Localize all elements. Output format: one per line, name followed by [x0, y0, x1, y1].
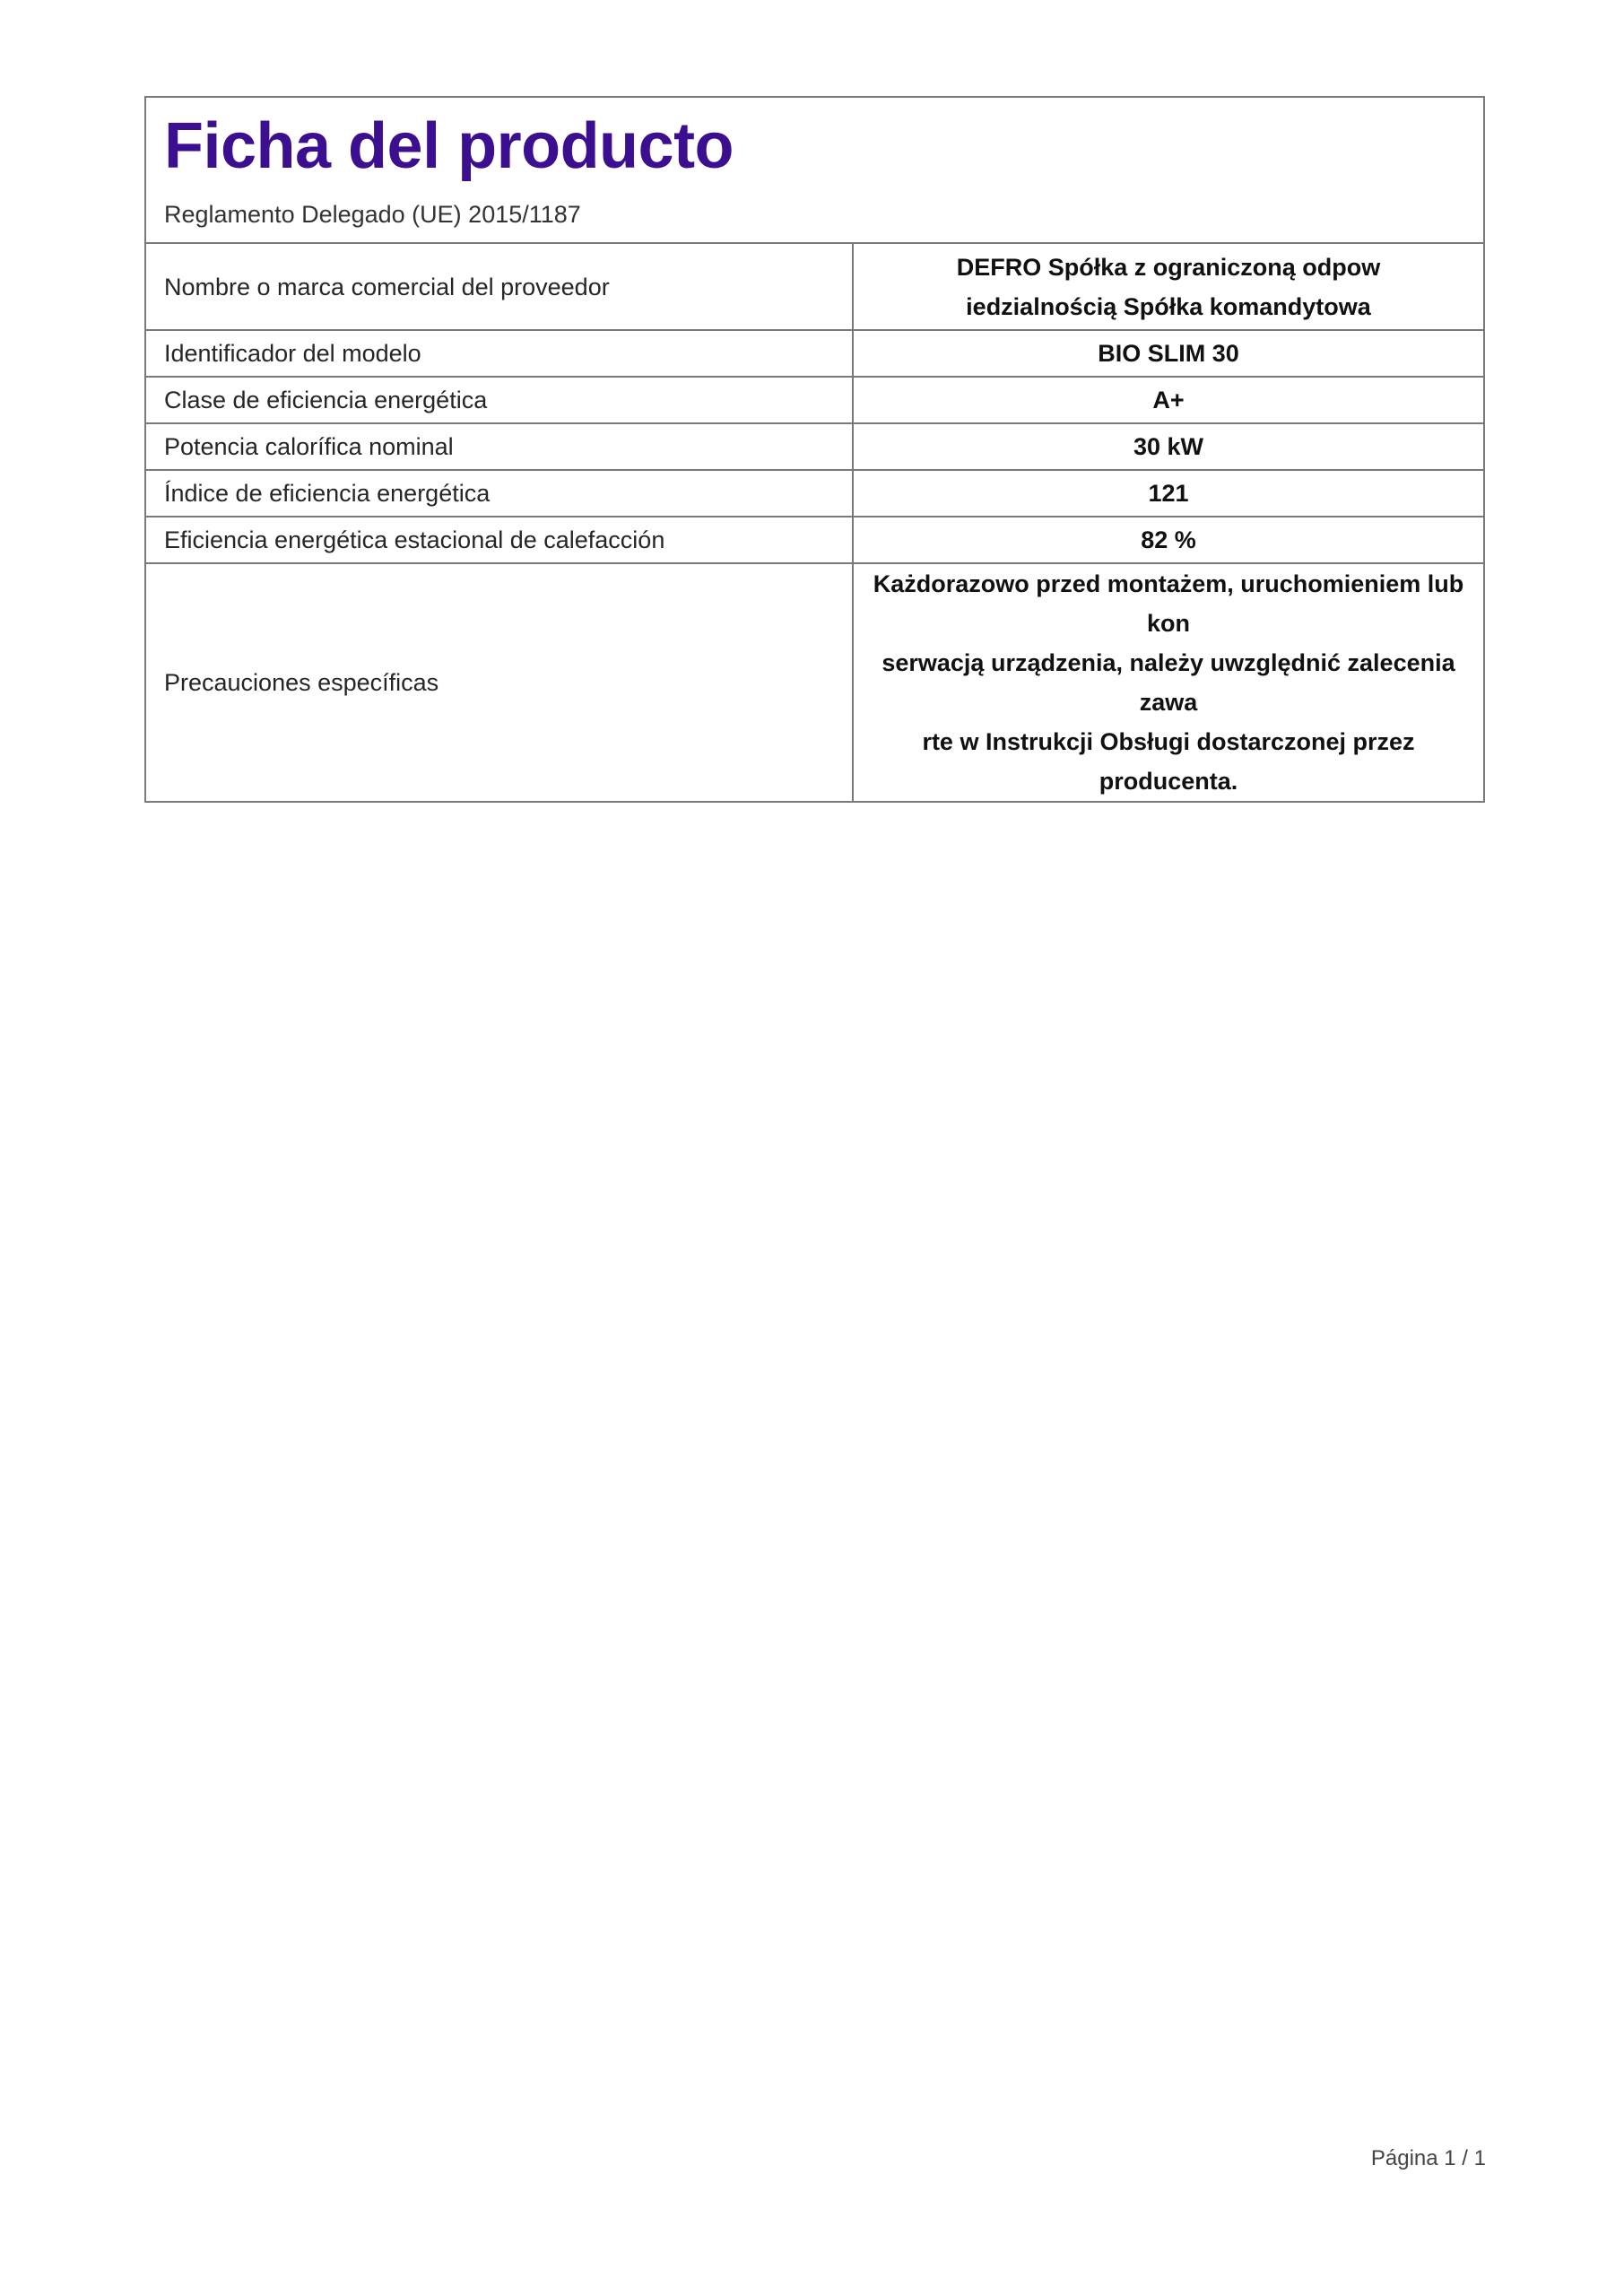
row-value-precautions	[853, 563, 1483, 801]
row-value-supplier	[853, 244, 1483, 330]
row-value-nominal-power: 30 kW	[853, 423, 1483, 470]
sheet-header	[146, 98, 1483, 244]
row-label-efficiency-index: Índice de eficiencia energética	[146, 470, 853, 517]
row-label-supplier: Nombre o marca comercial del proveedor	[146, 244, 853, 330]
supplier-name-line-2: iedzialnością Spółka komandytowa	[966, 292, 1371, 320]
precautions-line-1: Każdorazowo przed montażem, uruchomieniem lub kon	[873, 570, 1464, 637]
product-sheet	[144, 96, 1485, 803]
table-row	[146, 563, 1483, 801]
row-value-efficiency-class: A+	[853, 377, 1483, 423]
table-row	[146, 517, 1483, 563]
page-title: Ficha del producto	[164, 110, 734, 182]
row-label-seasonal-efficiency: Eficiencia energética estacional de calefacción	[146, 517, 853, 563]
row-value-seasonal-efficiency: 82 %	[853, 517, 1483, 563]
row-value-efficiency-index: 121	[853, 470, 1483, 517]
row-value-model: BIO SLIM 30	[853, 330, 1483, 377]
product-info-table	[146, 244, 1483, 801]
table-row	[146, 244, 1483, 330]
table-row	[146, 377, 1483, 423]
table-row	[146, 470, 1483, 517]
table-row	[146, 423, 1483, 470]
row-label-model: Identificador del modelo	[146, 330, 853, 377]
row-label-precautions: Precauciones específicas	[146, 563, 853, 801]
table-row	[146, 330, 1483, 377]
regulation-subtitle: Reglamento Delegado (UE) 2015/1187	[164, 201, 581, 228]
precautions-line-3: rte w Instrukcji Obsługi dostarczonej przez producenta.	[922, 728, 1415, 795]
supplier-name-line-1: DEFRO Spółka z ograniczoną odpow	[956, 253, 1381, 281]
row-label-nominal-power: Potencia calorífica nominal	[146, 423, 853, 470]
row-label-efficiency-class: Clase de eficiencia energética	[146, 377, 853, 423]
precautions-line-2: serwacją urządzenia, należy uwzględnić zalecenia zawa	[881, 649, 1455, 716]
page-number: Página 1 / 1	[1370, 2146, 1486, 2170]
